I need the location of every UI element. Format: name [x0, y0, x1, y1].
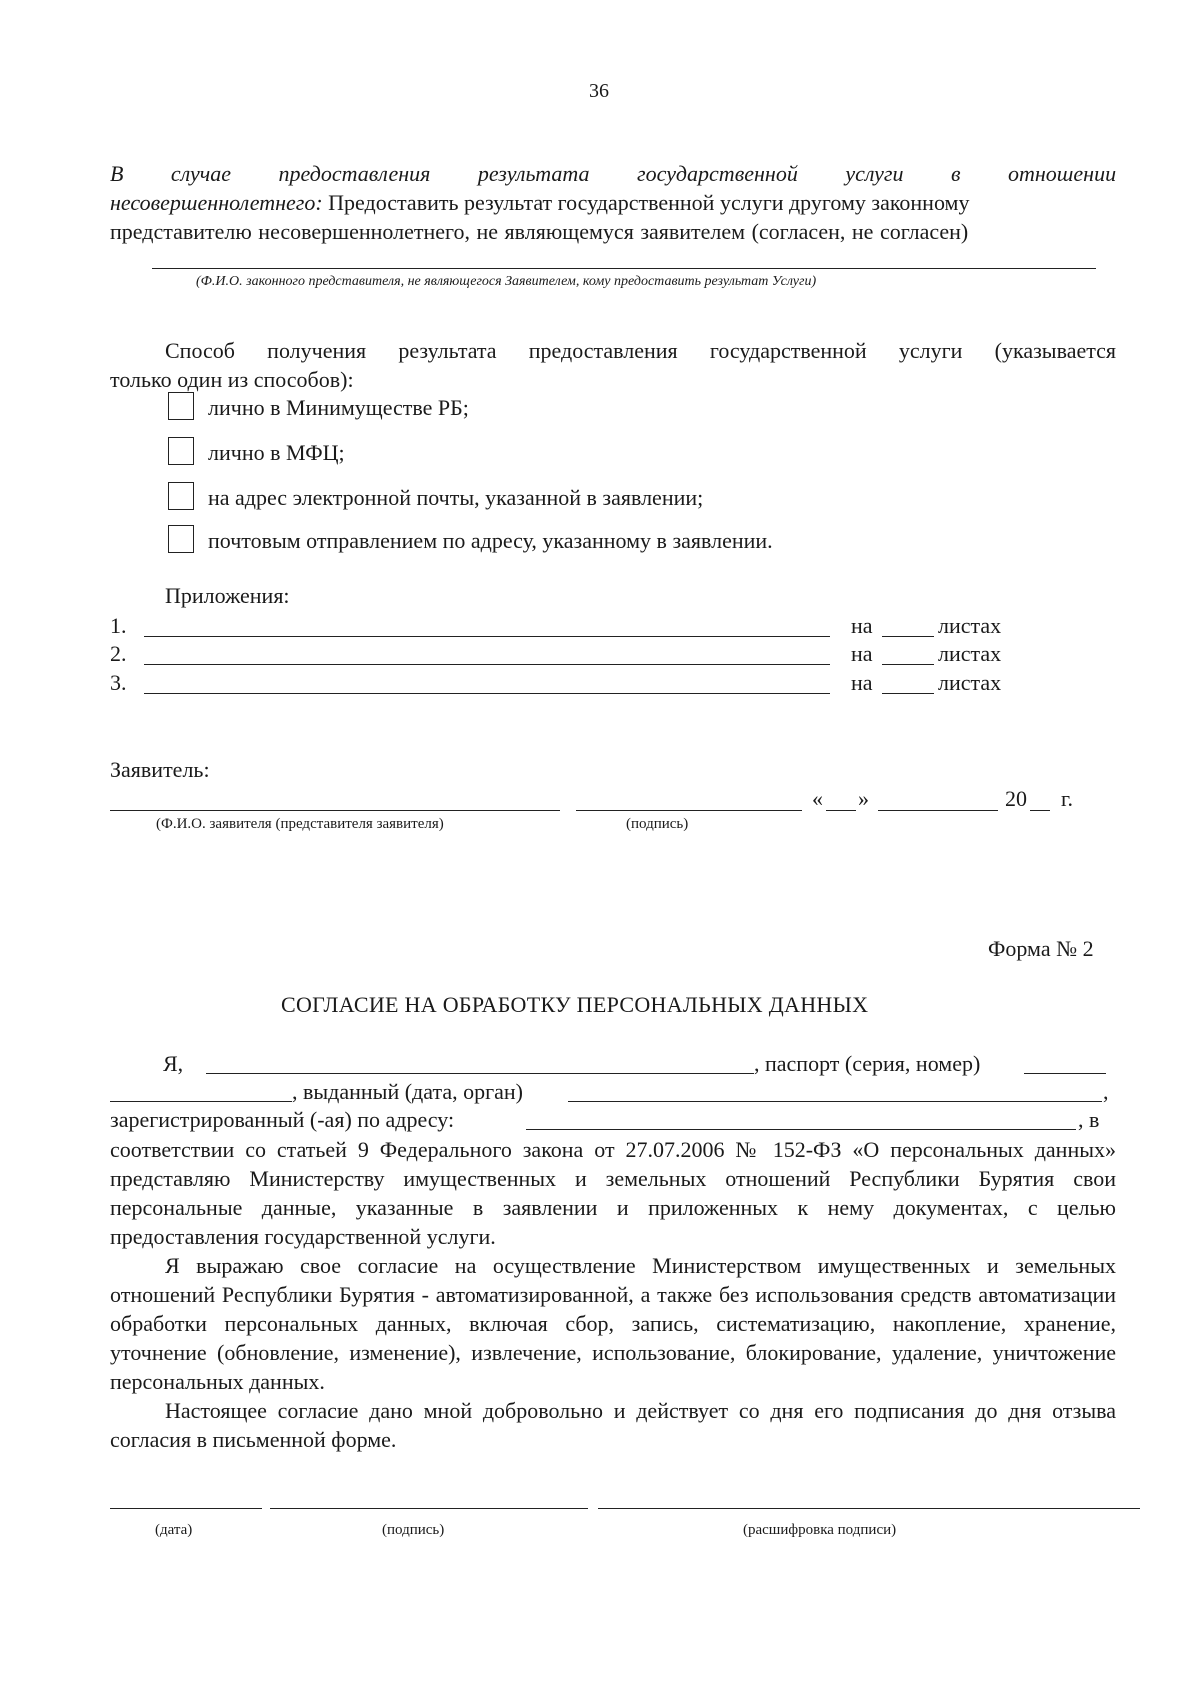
applicant-sign-caption: (подпись) — [626, 816, 689, 832]
date-quote-open: « — [812, 786, 823, 811]
attachment-name-field[interactable] — [144, 664, 830, 665]
date-day-field[interactable] — [826, 810, 856, 811]
attachment-sheets-label: листах — [938, 670, 1002, 695]
consent-sign-caption: (подпись) — [382, 1522, 445, 1538]
consent-decode-caption: (расшифровка подписи) — [743, 1522, 897, 1538]
minor-name-field[interactable] — [152, 268, 1096, 269]
attachment-name-field[interactable] — [144, 693, 830, 694]
option-label: на адрес электронной почты, указанной в заявлении; — [208, 485, 704, 510]
minor-word: в — [950, 161, 961, 186]
attachment-on-label: на — [851, 670, 873, 695]
attachment-sheets-field[interactable] — [882, 664, 934, 665]
minor-line-3: представителю несовершеннолетнего, не являющемуся заявителем (согласен, не согласен) — [110, 219, 969, 244]
address-field[interactable] — [526, 1129, 1076, 1130]
attachment-sheets-label: листах — [938, 613, 1002, 638]
minor-line-2 — [110, 190, 1116, 216]
ya-label: Я, — [163, 1051, 184, 1076]
consent-paragraph-2: Я выражаю свое согласие на осуществление Министерством имущественных и земельных отношений Республики Бурятия - автоматизированной, а также без использования средств автоматизации обработки персональных данных, включая сбор, запись, систематизацию, накопление, хранение, уточнение (обновление, изменение), извлечение, использование, блокирование, удаление, уничтожение персональных данных. — [110, 1253, 1116, 1394]
option-label: лично в Минимуществе РБ; — [208, 395, 469, 420]
passport-label: , паспорт (серия, номер) — [754, 1051, 981, 1076]
registered-v: , в — [1078, 1107, 1100, 1132]
minor-word: государственной — [637, 161, 798, 186]
passport-number-field[interactable] — [1024, 1073, 1106, 1074]
applicant-name-field[interactable] — [110, 810, 560, 811]
attachment-on-label: на — [851, 613, 873, 638]
minor-caption: (Ф.И.О. законного представителя, не являющегося Заявителем, кому предоставить результат Услуги) — [196, 274, 817, 289]
minor-line-2-text: Предоставить результат государственной услуги другому законному — [322, 190, 970, 215]
applicant-label: Заявитель: — [110, 757, 210, 782]
page-number: 36 — [589, 80, 609, 102]
full-name-field[interactable] — [206, 1073, 754, 1074]
date-year-prefix: 20 — [1005, 786, 1027, 811]
date-year-suffix: г. — [1061, 786, 1074, 811]
date-quote-close: » — [858, 786, 869, 811]
attachment-sheets-label: листах — [938, 641, 1002, 666]
attachment-name-field[interactable] — [144, 636, 830, 637]
issued-label: , выданный (дата, орган) — [292, 1079, 523, 1104]
minor-word: случае — [170, 161, 232, 186]
minor-word: отношении — [1008, 161, 1117, 186]
attachment-sheets-field[interactable] — [882, 693, 934, 694]
option-checkbox[interactable] — [168, 482, 194, 510]
issued-field[interactable] — [568, 1101, 1102, 1102]
consent-paragraph-3: Настоящее согласие дано мной добровольно и действует со дня его подписания до дня отзыва согласия в письменной форме. — [110, 1398, 1116, 1452]
attachment-sheets-field[interactable] — [882, 636, 934, 637]
attachment-number: 1. — [110, 613, 127, 638]
consent-decode-field[interactable] — [598, 1508, 1140, 1509]
minor-line-1 — [110, 161, 1116, 187]
method-line-1: Способ получения результата предоставления государственной услуги (указывается — [165, 338, 1116, 363]
option-label: лично в МФЦ; — [208, 440, 345, 465]
applicant-name-caption: (Ф.И.О. заявителя (представителя заявителя) — [156, 816, 444, 832]
method-line-2: только один из способов): — [110, 367, 354, 392]
consent-date-caption: (дата) — [155, 1522, 193, 1538]
date-year-field[interactable] — [1030, 810, 1050, 811]
date-month-field[interactable] — [878, 810, 998, 811]
minor-word: предоставления — [278, 161, 431, 186]
consent-signature-field[interactable] — [270, 1508, 588, 1509]
applicant-signature-field[interactable] — [576, 810, 802, 811]
option-label: почтовым отправлением по адресу, указанному в заявлении. — [208, 528, 773, 553]
passport-number-field-cont[interactable] — [110, 1101, 292, 1102]
attachments-title: Приложения: — [165, 583, 290, 608]
registered-label: зарегистрированный (-ая) по адресу: — [110, 1107, 455, 1132]
attachment-on-label: на — [851, 641, 873, 666]
option-checkbox[interactable] — [168, 437, 194, 465]
consent-paragraph-1: соответствии со статьей 9 Федерального закона от 27.07.2006 № 152-ФЗ «О персональных данных» представляю Министерству имущественных и земельных отношений Республики Бурятия свои персональные данные, указанные в заявлении и приложенных к нему документах, с целью предоставления государственной услуги. — [110, 1137, 1116, 1249]
option-checkbox[interactable] — [168, 525, 194, 553]
issued-comma: , — [1103, 1079, 1109, 1104]
minor-word: В — [110, 161, 124, 186]
minor-word: услуги — [845, 161, 904, 186]
option-checkbox[interactable] — [168, 392, 194, 420]
consent-title: СОГЛАСИЕ НА ОБРАБОТКУ ПЕРСОНАЛЬНЫХ ДАННЫХ — [281, 992, 869, 1017]
attachment-number: 3. — [110, 670, 127, 695]
attachment-number: 2. — [110, 641, 127, 666]
consent-date-field[interactable] — [110, 1508, 262, 1509]
minor-word: результата — [477, 161, 590, 186]
form-number: Форма № 2 — [988, 936, 1094, 961]
minor-italic-lead: несовершеннолетнего: — [110, 190, 323, 215]
